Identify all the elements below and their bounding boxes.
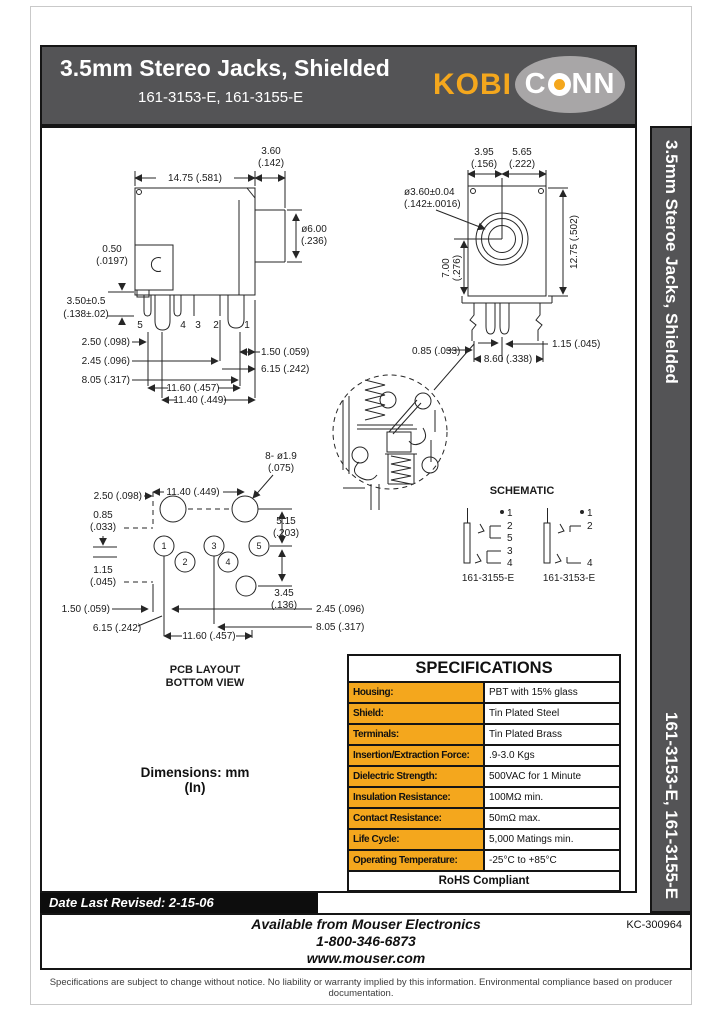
- sch-right-pin4: 4: [587, 558, 593, 569]
- sch-left-pin4: 4: [507, 558, 513, 569]
- dim-3-50-in: (.138±.02): [63, 309, 109, 320]
- drawing-area: [40, 126, 637, 893]
- sch-left-pin1: 1: [507, 508, 513, 519]
- logo-text-kobi: KOBI: [433, 67, 512, 101]
- dim-3-95: 3.95: [474, 147, 494, 158]
- spec-label: Contact Resistance:: [348, 808, 484, 829]
- dimensions-note: Dimensions: mm (In): [140, 765, 250, 795]
- spec-row: [348, 829, 620, 850]
- pcb-dim-5-15-in: (.203): [272, 528, 300, 539]
- pcb-pin-3: 3: [211, 541, 217, 551]
- detail-view-drawing: [333, 375, 447, 510]
- dim-1-15: 1.15 (.045): [552, 339, 601, 350]
- spec-row: [348, 682, 620, 703]
- pcb-dim-2-50: 2.50 (.098): [93, 491, 142, 502]
- kobiconn-logo: [433, 56, 625, 113]
- specs-title: SPECIFICATIONS: [348, 655, 620, 682]
- dim-5-65: 5.65: [512, 147, 532, 158]
- doc-code: KC-300964: [626, 919, 682, 931]
- logo-o-icon: [548, 73, 571, 96]
- pcb-dim-8-05: 8.05 (.317): [316, 622, 365, 633]
- part-numbers: 161-3153-E, 161-3155-E: [138, 89, 304, 106]
- dim-14-75: 14.75 (.581): [168, 173, 222, 184]
- spec-row: [348, 787, 620, 808]
- spec-label: Insertion/Extraction Force:: [348, 745, 484, 766]
- pin-label-1: 1: [244, 320, 250, 331]
- mouser-footer: [40, 913, 692, 970]
- spec-row: [348, 703, 620, 724]
- spec-row: [348, 766, 620, 787]
- dim-1-50: 1.50 (.059): [261, 347, 310, 358]
- dim-11-40: 11.40 (.449): [173, 395, 227, 406]
- dim-12-75: 12.75 (.502): [569, 215, 580, 269]
- sch-right-label: 161-3153-E: [542, 573, 596, 584]
- spec-value: Tin Plated Steel: [484, 703, 620, 724]
- sch-left-pin2: 2: [507, 521, 513, 532]
- spec-value: -25°C to +85°C: [484, 850, 620, 871]
- pcb-layout-drawing: [62, 451, 365, 689]
- spec-value: PBT with 15% glass: [484, 682, 620, 703]
- dim-5-65-in: (.222): [508, 159, 536, 170]
- logo-text-c: C: [524, 68, 547, 100]
- mouser-phone: 1-800-346-6873: [316, 933, 416, 949]
- header: [40, 45, 637, 126]
- spec-label: Insulation Resistance:: [348, 787, 484, 808]
- dim-3-60-in: (.142): [257, 158, 285, 169]
- spec-row: [348, 850, 620, 871]
- pcb-pin-5: 5: [256, 541, 262, 551]
- dim-3-50: 3.50±0.5: [66, 296, 106, 307]
- pcb-dim-5-15: 5.15: [276, 516, 296, 527]
- spec-label: Operating Temperature:: [348, 850, 484, 871]
- spec-row: [348, 808, 620, 829]
- sch-left-pin5: 5: [507, 533, 513, 544]
- sidebar-partnos: 161-3153-E, 161-3155-E: [662, 711, 681, 899]
- dim-6-00-in: (.236): [300, 236, 328, 247]
- rohs-note: RoHS Compliant: [348, 871, 620, 891]
- dim-0-85: 0.85 (.033): [412, 346, 461, 357]
- spec-row: [348, 745, 620, 766]
- pcb-pin-2: 2: [182, 557, 188, 567]
- dim-holes-in: (.075): [267, 463, 295, 474]
- dim-8-60: 8.60 (.338): [483, 354, 533, 365]
- side-view-drawing: [63, 146, 327, 406]
- sch-left-label: 161-3155-E: [461, 573, 515, 584]
- pcb-dim-6-15: 6.15 (.242): [92, 623, 142, 634]
- dim-0-50-in: (.0197): [96, 256, 128, 267]
- sidebar: [650, 126, 692, 913]
- dim-6-15: 6.15 (.242): [261, 364, 310, 375]
- dim-2-50: 2.50 (.098): [81, 337, 130, 348]
- pcb-dim-1-50: 1.50 (.059): [61, 604, 110, 615]
- dim-8-05: 8.05 (.317): [81, 375, 130, 386]
- dim-3-95-in: (.156): [470, 159, 498, 170]
- spec-label: Terminals:: [348, 724, 484, 745]
- pin-label-4: 4: [180, 320, 186, 331]
- pin-label-2: 2: [213, 320, 219, 331]
- spec-value: Tin Plated Brass: [484, 724, 620, 745]
- dim-holes: 8- ø1.9: [265, 451, 297, 462]
- spec-value: 5,000 Matings min.: [484, 829, 620, 850]
- date-revised-text: Date Last Revised: 2-15-06: [49, 895, 214, 910]
- sidebar-title: 3.5mm Steroe Jacks, Shielded: [662, 140, 681, 384]
- spec-label: Housing:: [348, 682, 484, 703]
- dim-7-00: 7.00: [441, 258, 452, 278]
- sch-right-pin1: 1: [587, 508, 593, 519]
- dim-11-60: 11.60 (.457): [166, 383, 220, 394]
- dim-7-00-in: (.276): [452, 254, 463, 282]
- sch-left-pin3: 3: [507, 546, 513, 557]
- disclaimer: Specifications are subject to change without notice. No liability or warranty implied by this information. Environmental compliance based on producer documentation.: [49, 977, 673, 999]
- pcb-pin-1: 1: [161, 541, 167, 551]
- dim-dia-3-60-in: (.142±.0016): [404, 199, 461, 210]
- dim-6-00: ø6.00: [301, 224, 327, 235]
- mouser-url: www.mouser.com: [306, 950, 426, 966]
- pcb-caption-2: BOTTOM VIEW: [165, 677, 245, 689]
- schematic-title: SCHEMATIC: [489, 485, 555, 497]
- pcb-dim-0-85: 0.85: [93, 510, 113, 521]
- date-revised-bar: [40, 893, 318, 913]
- pcb-caption-1: PCB LAYOUT: [169, 664, 241, 676]
- pcb-dim-3-45-in: (.136): [270, 600, 298, 611]
- spec-label: Dielectric Strength:: [348, 766, 484, 787]
- dim-2-45: 2.45 (.096): [81, 356, 130, 367]
- schematic-drawing: [462, 485, 596, 584]
- front-view-drawing: [404, 147, 600, 365]
- spec-value: 100MΩ min.: [484, 787, 620, 808]
- pin-label-5: 5: [137, 320, 143, 331]
- pcb-dim-2-45: 2.45 (.096): [316, 604, 365, 615]
- pcb-dim-0-85-in: (.033): [89, 522, 117, 533]
- logo-ellipse: [515, 56, 625, 113]
- mouser-line1: Available from Mouser Electronics: [251, 916, 481, 932]
- page-title: 3.5mm Stereo Jacks, Shielded: [60, 55, 390, 81]
- pcb-dim-11-40: 11.40 (.449): [166, 487, 220, 498]
- dim-0-50: 0.50: [102, 244, 122, 255]
- spec-value: 50mΩ max.: [484, 808, 620, 829]
- spec-label: Shield:: [348, 703, 484, 724]
- pin-label-3: 3: [195, 320, 201, 331]
- logo-text-nn: NN: [571, 68, 616, 100]
- spec-value: .9-3.0 Kgs: [484, 745, 620, 766]
- dim-dia-3-60: ø3.60±0.04: [404, 187, 455, 198]
- specifications-table: [347, 654, 621, 892]
- pcb-dim-1-15: 1.15: [93, 565, 113, 576]
- spec-label: Life Cycle:: [348, 829, 484, 850]
- spec-value: 500VAC for 1 Minute: [484, 766, 620, 787]
- dim-3-60: 3.60: [261, 146, 281, 157]
- sch-right-pin2: 2: [587, 521, 593, 532]
- pcb-dim-1-15-in: (.045): [89, 577, 117, 588]
- pcb-pin-4: 4: [225, 557, 231, 567]
- spec-row: [348, 724, 620, 745]
- pcb-dim-11-60: 11.60 (.457): [182, 631, 236, 642]
- pcb-dim-3-45: 3.45: [274, 588, 294, 599]
